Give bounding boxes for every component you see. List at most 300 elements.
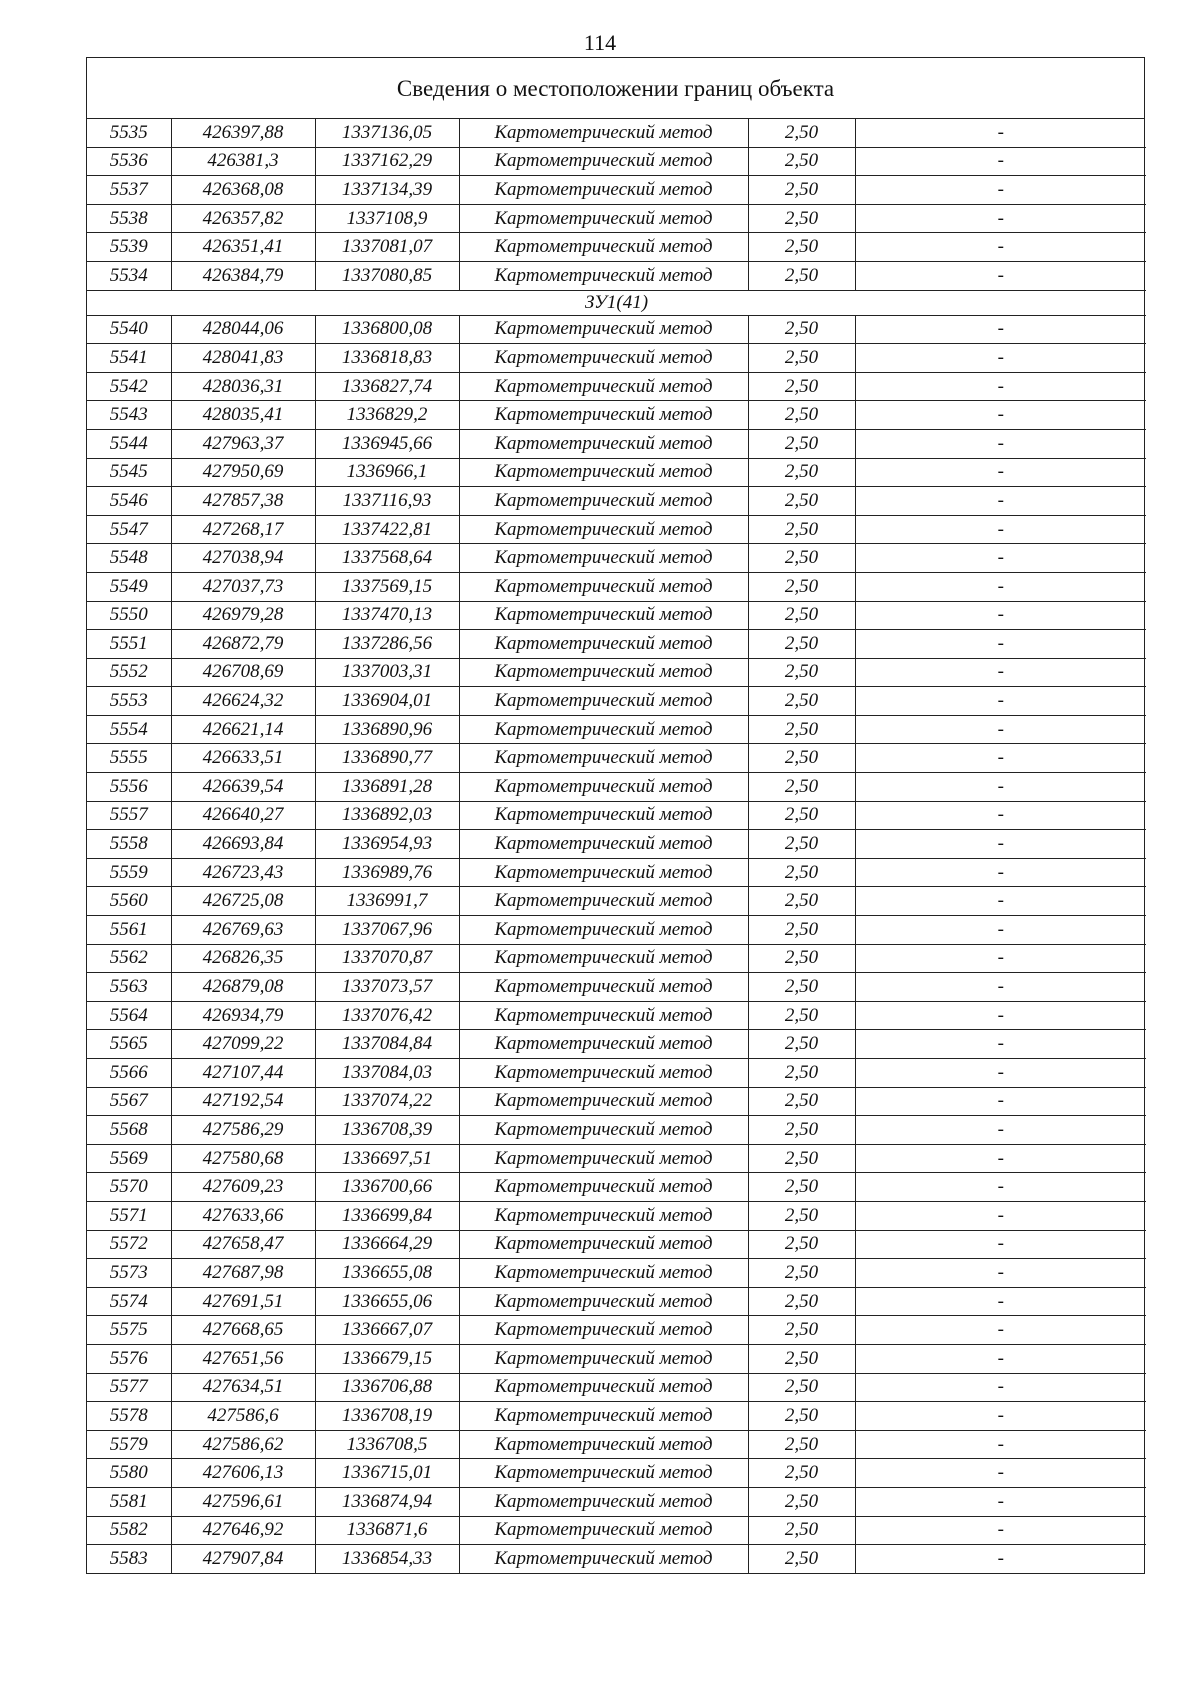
- y-coordinate-cell: 1336829,2: [315, 401, 459, 430]
- point-number-cell: 5535: [87, 119, 171, 147]
- table-row: [87, 261, 1146, 290]
- page-number: 114: [583, 30, 617, 55]
- table-row: [87, 204, 1146, 233]
- accuracy-cell: 2,50: [748, 344, 855, 373]
- y-coordinate-cell: 1336989,76: [315, 858, 459, 887]
- point-number-cell: 5551: [87, 630, 171, 659]
- table-row: [87, 1430, 1146, 1459]
- x-coordinate-cell: 426351,41: [171, 233, 315, 262]
- point-number-cell: 5560: [87, 887, 171, 916]
- accuracy-cell: 2,50: [748, 261, 855, 290]
- point-number-cell: 5546: [87, 487, 171, 516]
- y-coordinate-cell: 1336679,15: [315, 1344, 459, 1373]
- table-row: [87, 544, 1146, 573]
- method-cell: Картометрический метод: [459, 801, 748, 830]
- accuracy-cell: 2,50: [748, 372, 855, 401]
- y-coordinate-cell: 1337074,22: [315, 1087, 459, 1116]
- description-cell: -: [855, 515, 1146, 544]
- description-cell: -: [855, 916, 1146, 945]
- table-row: [87, 429, 1146, 458]
- y-coordinate-cell: 1336667,07: [315, 1316, 459, 1345]
- x-coordinate-cell: 426708,69: [171, 658, 315, 687]
- table-row: [87, 687, 1146, 716]
- y-coordinate-cell: 1336892,03: [315, 801, 459, 830]
- point-number-cell: 5539: [87, 233, 171, 262]
- table-row: [87, 1144, 1146, 1173]
- method-cell: Картометрический метод: [459, 973, 748, 1002]
- method-cell: Картометрический метод: [459, 1402, 748, 1431]
- accuracy-cell: 2,50: [748, 630, 855, 659]
- y-coordinate-cell: 1337568,64: [315, 544, 459, 573]
- x-coordinate-cell: 426624,32: [171, 687, 315, 716]
- accuracy-cell: 2,50: [748, 458, 855, 487]
- x-coordinate-cell: 427691,51: [171, 1287, 315, 1316]
- point-number-cell: 5541: [87, 344, 171, 373]
- point-number-cell: 5550: [87, 601, 171, 630]
- x-coordinate-cell: 427580,68: [171, 1144, 315, 1173]
- description-cell: -: [855, 1030, 1146, 1059]
- point-number-cell: 5553: [87, 687, 171, 716]
- description-cell: -: [855, 1059, 1146, 1088]
- x-coordinate-cell: 427907,84: [171, 1545, 315, 1573]
- description-cell: -: [855, 1259, 1146, 1288]
- accuracy-cell: 2,50: [748, 544, 855, 573]
- method-cell: Картометрический метод: [459, 1030, 748, 1059]
- description-cell: -: [855, 176, 1146, 205]
- point-number-cell: 5572: [87, 1230, 171, 1259]
- method-cell: Картометрический метод: [459, 1001, 748, 1030]
- y-coordinate-cell: 1337067,96: [315, 916, 459, 945]
- method-cell: Картометрический метод: [459, 1459, 748, 1488]
- y-coordinate-cell: 1336664,29: [315, 1230, 459, 1259]
- description-cell: -: [855, 1373, 1146, 1402]
- description-cell: -: [855, 204, 1146, 233]
- description-cell: -: [855, 687, 1146, 716]
- point-number-cell: 5578: [87, 1402, 171, 1431]
- method-cell: Картометрический метод: [459, 401, 748, 430]
- method-cell: Картометрический метод: [459, 1201, 748, 1230]
- x-coordinate-cell: 426384,79: [171, 261, 315, 290]
- x-coordinate-cell: 427609,23: [171, 1173, 315, 1202]
- description-cell: -: [855, 1001, 1146, 1030]
- accuracy-cell: 2,50: [748, 715, 855, 744]
- x-coordinate-cell: 426397,88: [171, 119, 315, 147]
- y-coordinate-cell: 1336871,6: [315, 1516, 459, 1545]
- y-coordinate-cell: 1336699,84: [315, 1201, 459, 1230]
- y-coordinate-cell: 1336954,93: [315, 830, 459, 859]
- description-cell: -: [855, 1201, 1146, 1230]
- y-coordinate-cell: 1336708,39: [315, 1116, 459, 1145]
- description-cell: -: [855, 401, 1146, 430]
- description-cell: -: [855, 1487, 1146, 1516]
- accuracy-cell: 2,50: [748, 119, 855, 147]
- x-coordinate-cell: 427586,29: [171, 1116, 315, 1145]
- point-number-cell: 5565: [87, 1030, 171, 1059]
- y-coordinate-cell: 1336700,66: [315, 1173, 459, 1202]
- point-number-cell: 5557: [87, 801, 171, 830]
- description-cell: -: [855, 801, 1146, 830]
- description-cell: -: [855, 1344, 1146, 1373]
- method-cell: Картометрический метод: [459, 744, 748, 773]
- description-cell: -: [855, 372, 1146, 401]
- x-coordinate-cell: 426639,54: [171, 773, 315, 802]
- accuracy-cell: 2,50: [748, 687, 855, 716]
- description-cell: -: [855, 773, 1146, 802]
- point-number-cell: 5567: [87, 1087, 171, 1116]
- x-coordinate-cell: 427107,44: [171, 1059, 315, 1088]
- accuracy-cell: 2,50: [748, 1087, 855, 1116]
- point-number-cell: 5544: [87, 429, 171, 458]
- table-row: [87, 1201, 1146, 1230]
- point-number-cell: 5561: [87, 916, 171, 945]
- x-coordinate-cell: 426723,43: [171, 858, 315, 887]
- accuracy-cell: 2,50: [748, 1059, 855, 1088]
- x-coordinate-cell: 427634,51: [171, 1373, 315, 1402]
- y-coordinate-cell: 1336904,01: [315, 687, 459, 716]
- table-row: [87, 1316, 1146, 1345]
- table-row: [87, 458, 1146, 487]
- table-row: [87, 119, 1146, 147]
- point-number-cell: 5571: [87, 1201, 171, 1230]
- accuracy-cell: 2,50: [748, 830, 855, 859]
- accuracy-cell: 2,50: [748, 1459, 855, 1488]
- method-cell: Картометрический метод: [459, 1316, 748, 1345]
- description-cell: -: [855, 544, 1146, 573]
- y-coordinate-cell: 1336945,66: [315, 429, 459, 458]
- description-cell: -: [855, 1116, 1146, 1145]
- point-number-cell: 5536: [87, 147, 171, 176]
- description-cell: -: [855, 1545, 1146, 1573]
- y-coordinate-cell: 1336715,01: [315, 1459, 459, 1488]
- x-coordinate-cell: 427268,17: [171, 515, 315, 544]
- x-coordinate-cell: 427606,13: [171, 1459, 315, 1488]
- point-number-cell: 5538: [87, 204, 171, 233]
- description-cell: -: [855, 1287, 1146, 1316]
- method-cell: Картометрический метод: [459, 544, 748, 573]
- description-cell: -: [855, 858, 1146, 887]
- description-cell: -: [855, 233, 1146, 262]
- table-row: [87, 1230, 1146, 1259]
- description-cell: -: [855, 315, 1146, 344]
- x-coordinate-cell: 426633,51: [171, 744, 315, 773]
- description-cell: -: [855, 601, 1146, 630]
- accuracy-cell: 2,50: [748, 1373, 855, 1402]
- table-row: [87, 744, 1146, 773]
- accuracy-cell: 2,50: [748, 487, 855, 516]
- table-row: [87, 1087, 1146, 1116]
- method-cell: Картометрический метод: [459, 630, 748, 659]
- description-cell: -: [855, 147, 1146, 176]
- method-cell: Картометрический метод: [459, 147, 748, 176]
- description-cell: -: [855, 458, 1146, 487]
- y-coordinate-cell: 1337076,42: [315, 1001, 459, 1030]
- x-coordinate-cell: 427646,92: [171, 1516, 315, 1545]
- description-cell: -: [855, 1516, 1146, 1545]
- boundary-table-frame: [86, 57, 1145, 1574]
- table-row: [87, 1487, 1146, 1516]
- method-cell: Картометрический метод: [459, 119, 748, 147]
- method-cell: Картометрический метод: [459, 1116, 748, 1145]
- x-coordinate-cell: 426693,84: [171, 830, 315, 859]
- table-row: [87, 1344, 1146, 1373]
- table-row: [87, 858, 1146, 887]
- y-coordinate-cell: 1336708,5: [315, 1430, 459, 1459]
- table-caption: Сведения о местоположении границ объекта: [87, 58, 1144, 119]
- table-row: [87, 147, 1146, 176]
- y-coordinate-cell: 1336874,94: [315, 1487, 459, 1516]
- y-coordinate-cell: 1337134,39: [315, 176, 459, 205]
- accuracy-cell: 2,50: [748, 1545, 855, 1573]
- method-cell: Картометрический метод: [459, 344, 748, 373]
- point-number-cell: 5576: [87, 1344, 171, 1373]
- accuracy-cell: 2,50: [748, 204, 855, 233]
- accuracy-cell: 2,50: [748, 801, 855, 830]
- method-cell: Картометрический метод: [459, 1373, 748, 1402]
- table-row: [87, 1059, 1146, 1088]
- x-coordinate-cell: 428044,06: [171, 315, 315, 344]
- point-number-cell: 5573: [87, 1259, 171, 1288]
- accuracy-cell: 2,50: [748, 916, 855, 945]
- accuracy-cell: 2,50: [748, 1116, 855, 1145]
- point-number-cell: 5540: [87, 315, 171, 344]
- point-number-cell: 5559: [87, 858, 171, 887]
- table-row: [87, 344, 1146, 373]
- x-coordinate-cell: 427037,73: [171, 572, 315, 601]
- accuracy-cell: 2,50: [748, 1230, 855, 1259]
- method-cell: Картометрический метод: [459, 176, 748, 205]
- point-number-cell: 5545: [87, 458, 171, 487]
- point-number-cell: 5543: [87, 401, 171, 430]
- x-coordinate-cell: 428041,83: [171, 344, 315, 373]
- y-coordinate-cell: 1337080,85: [315, 261, 459, 290]
- table-row: [87, 916, 1146, 945]
- accuracy-cell: 2,50: [748, 744, 855, 773]
- x-coordinate-cell: 427651,56: [171, 1344, 315, 1373]
- point-number-cell: 5580: [87, 1459, 171, 1488]
- x-coordinate-cell: 427596,61: [171, 1487, 315, 1516]
- y-coordinate-cell: 1336800,08: [315, 315, 459, 344]
- method-cell: Картометрический метод: [459, 1487, 748, 1516]
- description-cell: -: [855, 630, 1146, 659]
- y-coordinate-cell: 1336890,96: [315, 715, 459, 744]
- description-cell: -: [855, 119, 1146, 147]
- method-cell: Картометрический метод: [459, 1344, 748, 1373]
- table-row: [87, 1459, 1146, 1488]
- x-coordinate-cell: 427099,22: [171, 1030, 315, 1059]
- x-coordinate-cell: 426725,08: [171, 887, 315, 916]
- description-cell: -: [855, 1459, 1146, 1488]
- method-cell: Картометрический метод: [459, 1173, 748, 1202]
- method-cell: Картометрический метод: [459, 487, 748, 516]
- y-coordinate-cell: 1336890,77: [315, 744, 459, 773]
- point-number-cell: 5570: [87, 1173, 171, 1202]
- x-coordinate-cell: 427192,54: [171, 1087, 315, 1116]
- y-coordinate-cell: 1336827,74: [315, 372, 459, 401]
- x-coordinate-cell: 426640,27: [171, 801, 315, 830]
- table-row: [87, 630, 1146, 659]
- method-cell: Картометрический метод: [459, 887, 748, 916]
- point-number-cell: 5555: [87, 744, 171, 773]
- description-cell: -: [855, 944, 1146, 973]
- point-number-cell: 5534: [87, 261, 171, 290]
- y-coordinate-cell: 1336818,83: [315, 344, 459, 373]
- x-coordinate-cell: 427586,62: [171, 1430, 315, 1459]
- description-cell: -: [855, 744, 1146, 773]
- table-row: [87, 1545, 1146, 1573]
- table-row: [87, 1173, 1146, 1202]
- method-cell: Картометрический метод: [459, 830, 748, 859]
- table-row: [87, 1030, 1146, 1059]
- method-cell: Картометрический метод: [459, 1516, 748, 1545]
- y-coordinate-cell: 1336655,08: [315, 1259, 459, 1288]
- method-cell: Картометрический метод: [459, 1087, 748, 1116]
- x-coordinate-cell: 428035,41: [171, 401, 315, 430]
- table-row: [87, 715, 1146, 744]
- description-cell: -: [855, 887, 1146, 916]
- accuracy-cell: 2,50: [748, 1487, 855, 1516]
- x-coordinate-cell: 427658,47: [171, 1230, 315, 1259]
- x-coordinate-cell: 426357,82: [171, 204, 315, 233]
- x-coordinate-cell: 426769,63: [171, 916, 315, 945]
- accuracy-cell: 2,50: [748, 315, 855, 344]
- table-row: [87, 1402, 1146, 1431]
- method-cell: Картометрический метод: [459, 572, 748, 601]
- table-row: [87, 1116, 1146, 1145]
- table-row: [87, 572, 1146, 601]
- accuracy-cell: 2,50: [748, 1173, 855, 1202]
- accuracy-cell: 2,50: [748, 1402, 855, 1431]
- accuracy-cell: 2,50: [748, 973, 855, 1002]
- method-cell: Картометрический метод: [459, 773, 748, 802]
- x-coordinate-cell: 426368,08: [171, 176, 315, 205]
- table-row: [87, 487, 1146, 516]
- y-coordinate-cell: 1336991,7: [315, 887, 459, 916]
- accuracy-cell: 2,50: [748, 176, 855, 205]
- y-coordinate-cell: 1336891,28: [315, 773, 459, 802]
- accuracy-cell: 2,50: [748, 944, 855, 973]
- boundary-points-table: [87, 119, 1146, 1573]
- x-coordinate-cell: 427038,94: [171, 544, 315, 573]
- table-row: [87, 801, 1146, 830]
- method-cell: Картометрический метод: [459, 429, 748, 458]
- y-coordinate-cell: 1337073,57: [315, 973, 459, 1002]
- point-number-cell: 5562: [87, 944, 171, 973]
- point-number-cell: 5558: [87, 830, 171, 859]
- table-row: [87, 973, 1146, 1002]
- method-cell: Картометрический метод: [459, 1430, 748, 1459]
- x-coordinate-cell: 426872,79: [171, 630, 315, 659]
- x-coordinate-cell: 426934,79: [171, 1001, 315, 1030]
- method-cell: Картометрический метод: [459, 261, 748, 290]
- point-number-cell: 5549: [87, 572, 171, 601]
- method-cell: Картометрический метод: [459, 515, 748, 544]
- description-cell: -: [855, 1087, 1146, 1116]
- table-row: [87, 1516, 1146, 1545]
- point-number-cell: 5569: [87, 1144, 171, 1173]
- x-coordinate-cell: 427633,66: [171, 1201, 315, 1230]
- method-cell: Картометрический метод: [459, 1259, 748, 1288]
- y-coordinate-cell: 1336966,1: [315, 458, 459, 487]
- y-coordinate-cell: 1337470,13: [315, 601, 459, 630]
- table-row: [87, 233, 1146, 262]
- accuracy-cell: 2,50: [748, 858, 855, 887]
- x-coordinate-cell: 427668,65: [171, 1316, 315, 1345]
- point-number-cell: 5583: [87, 1545, 171, 1573]
- table-row: [87, 944, 1146, 973]
- table-row: [87, 1001, 1146, 1030]
- method-cell: Картометрический метод: [459, 1144, 748, 1173]
- description-cell: -: [855, 973, 1146, 1002]
- table-row: [87, 1373, 1146, 1402]
- accuracy-cell: 2,50: [748, 515, 855, 544]
- description-cell: -: [855, 830, 1146, 859]
- accuracy-cell: 2,50: [748, 1201, 855, 1230]
- table-row: [87, 176, 1146, 205]
- table-row: [87, 372, 1146, 401]
- description-cell: -: [855, 658, 1146, 687]
- point-number-cell: 5575: [87, 1316, 171, 1345]
- y-coordinate-cell: 1337569,15: [315, 572, 459, 601]
- accuracy-cell: 2,50: [748, 233, 855, 262]
- method-cell: Картометрический метод: [459, 233, 748, 262]
- method-cell: Картометрический метод: [459, 715, 748, 744]
- method-cell: Картометрический метод: [459, 372, 748, 401]
- accuracy-cell: 2,50: [748, 572, 855, 601]
- description-cell: -: [855, 344, 1146, 373]
- description-cell: -: [855, 261, 1146, 290]
- accuracy-cell: 2,50: [748, 1030, 855, 1059]
- x-coordinate-cell: 426826,35: [171, 944, 315, 973]
- y-coordinate-cell: 1337286,56: [315, 630, 459, 659]
- description-cell: -: [855, 1230, 1146, 1259]
- y-coordinate-cell: 1337116,93: [315, 487, 459, 516]
- x-coordinate-cell: 426621,14: [171, 715, 315, 744]
- y-coordinate-cell: 1337162,29: [315, 147, 459, 176]
- section-row: [87, 290, 1146, 315]
- x-coordinate-cell: 427586,6: [171, 1402, 315, 1431]
- point-number-cell: 5554: [87, 715, 171, 744]
- table-row: [87, 773, 1146, 802]
- table-row: [87, 601, 1146, 630]
- y-coordinate-cell: 1336706,88: [315, 1373, 459, 1402]
- x-coordinate-cell: 426979,28: [171, 601, 315, 630]
- x-coordinate-cell: 427687,98: [171, 1259, 315, 1288]
- table-row: [87, 401, 1146, 430]
- point-number-cell: 5563: [87, 973, 171, 1002]
- accuracy-cell: 2,50: [748, 887, 855, 916]
- point-number-cell: 5564: [87, 1001, 171, 1030]
- method-cell: Картометрический метод: [459, 658, 748, 687]
- accuracy-cell: 2,50: [748, 147, 855, 176]
- method-cell: Картометрический метод: [459, 1230, 748, 1259]
- x-coordinate-cell: 427963,37: [171, 429, 315, 458]
- method-cell: Картометрический метод: [459, 1287, 748, 1316]
- method-cell: Картометрический метод: [459, 1059, 748, 1088]
- point-number-cell: 5568: [87, 1116, 171, 1145]
- table-row: [87, 515, 1146, 544]
- method-cell: Картометрический метод: [459, 458, 748, 487]
- table-row: [87, 1287, 1146, 1316]
- point-number-cell: 5552: [87, 658, 171, 687]
- x-coordinate-cell: 426879,08: [171, 973, 315, 1002]
- accuracy-cell: 2,50: [748, 401, 855, 430]
- method-cell: Картометрический метод: [459, 916, 748, 945]
- y-coordinate-cell: 1337070,87: [315, 944, 459, 973]
- description-cell: -: [855, 1173, 1146, 1202]
- section-label: ЗУ1(41): [87, 290, 1146, 315]
- y-coordinate-cell: 1336655,06: [315, 1287, 459, 1316]
- table-row: [87, 315, 1146, 344]
